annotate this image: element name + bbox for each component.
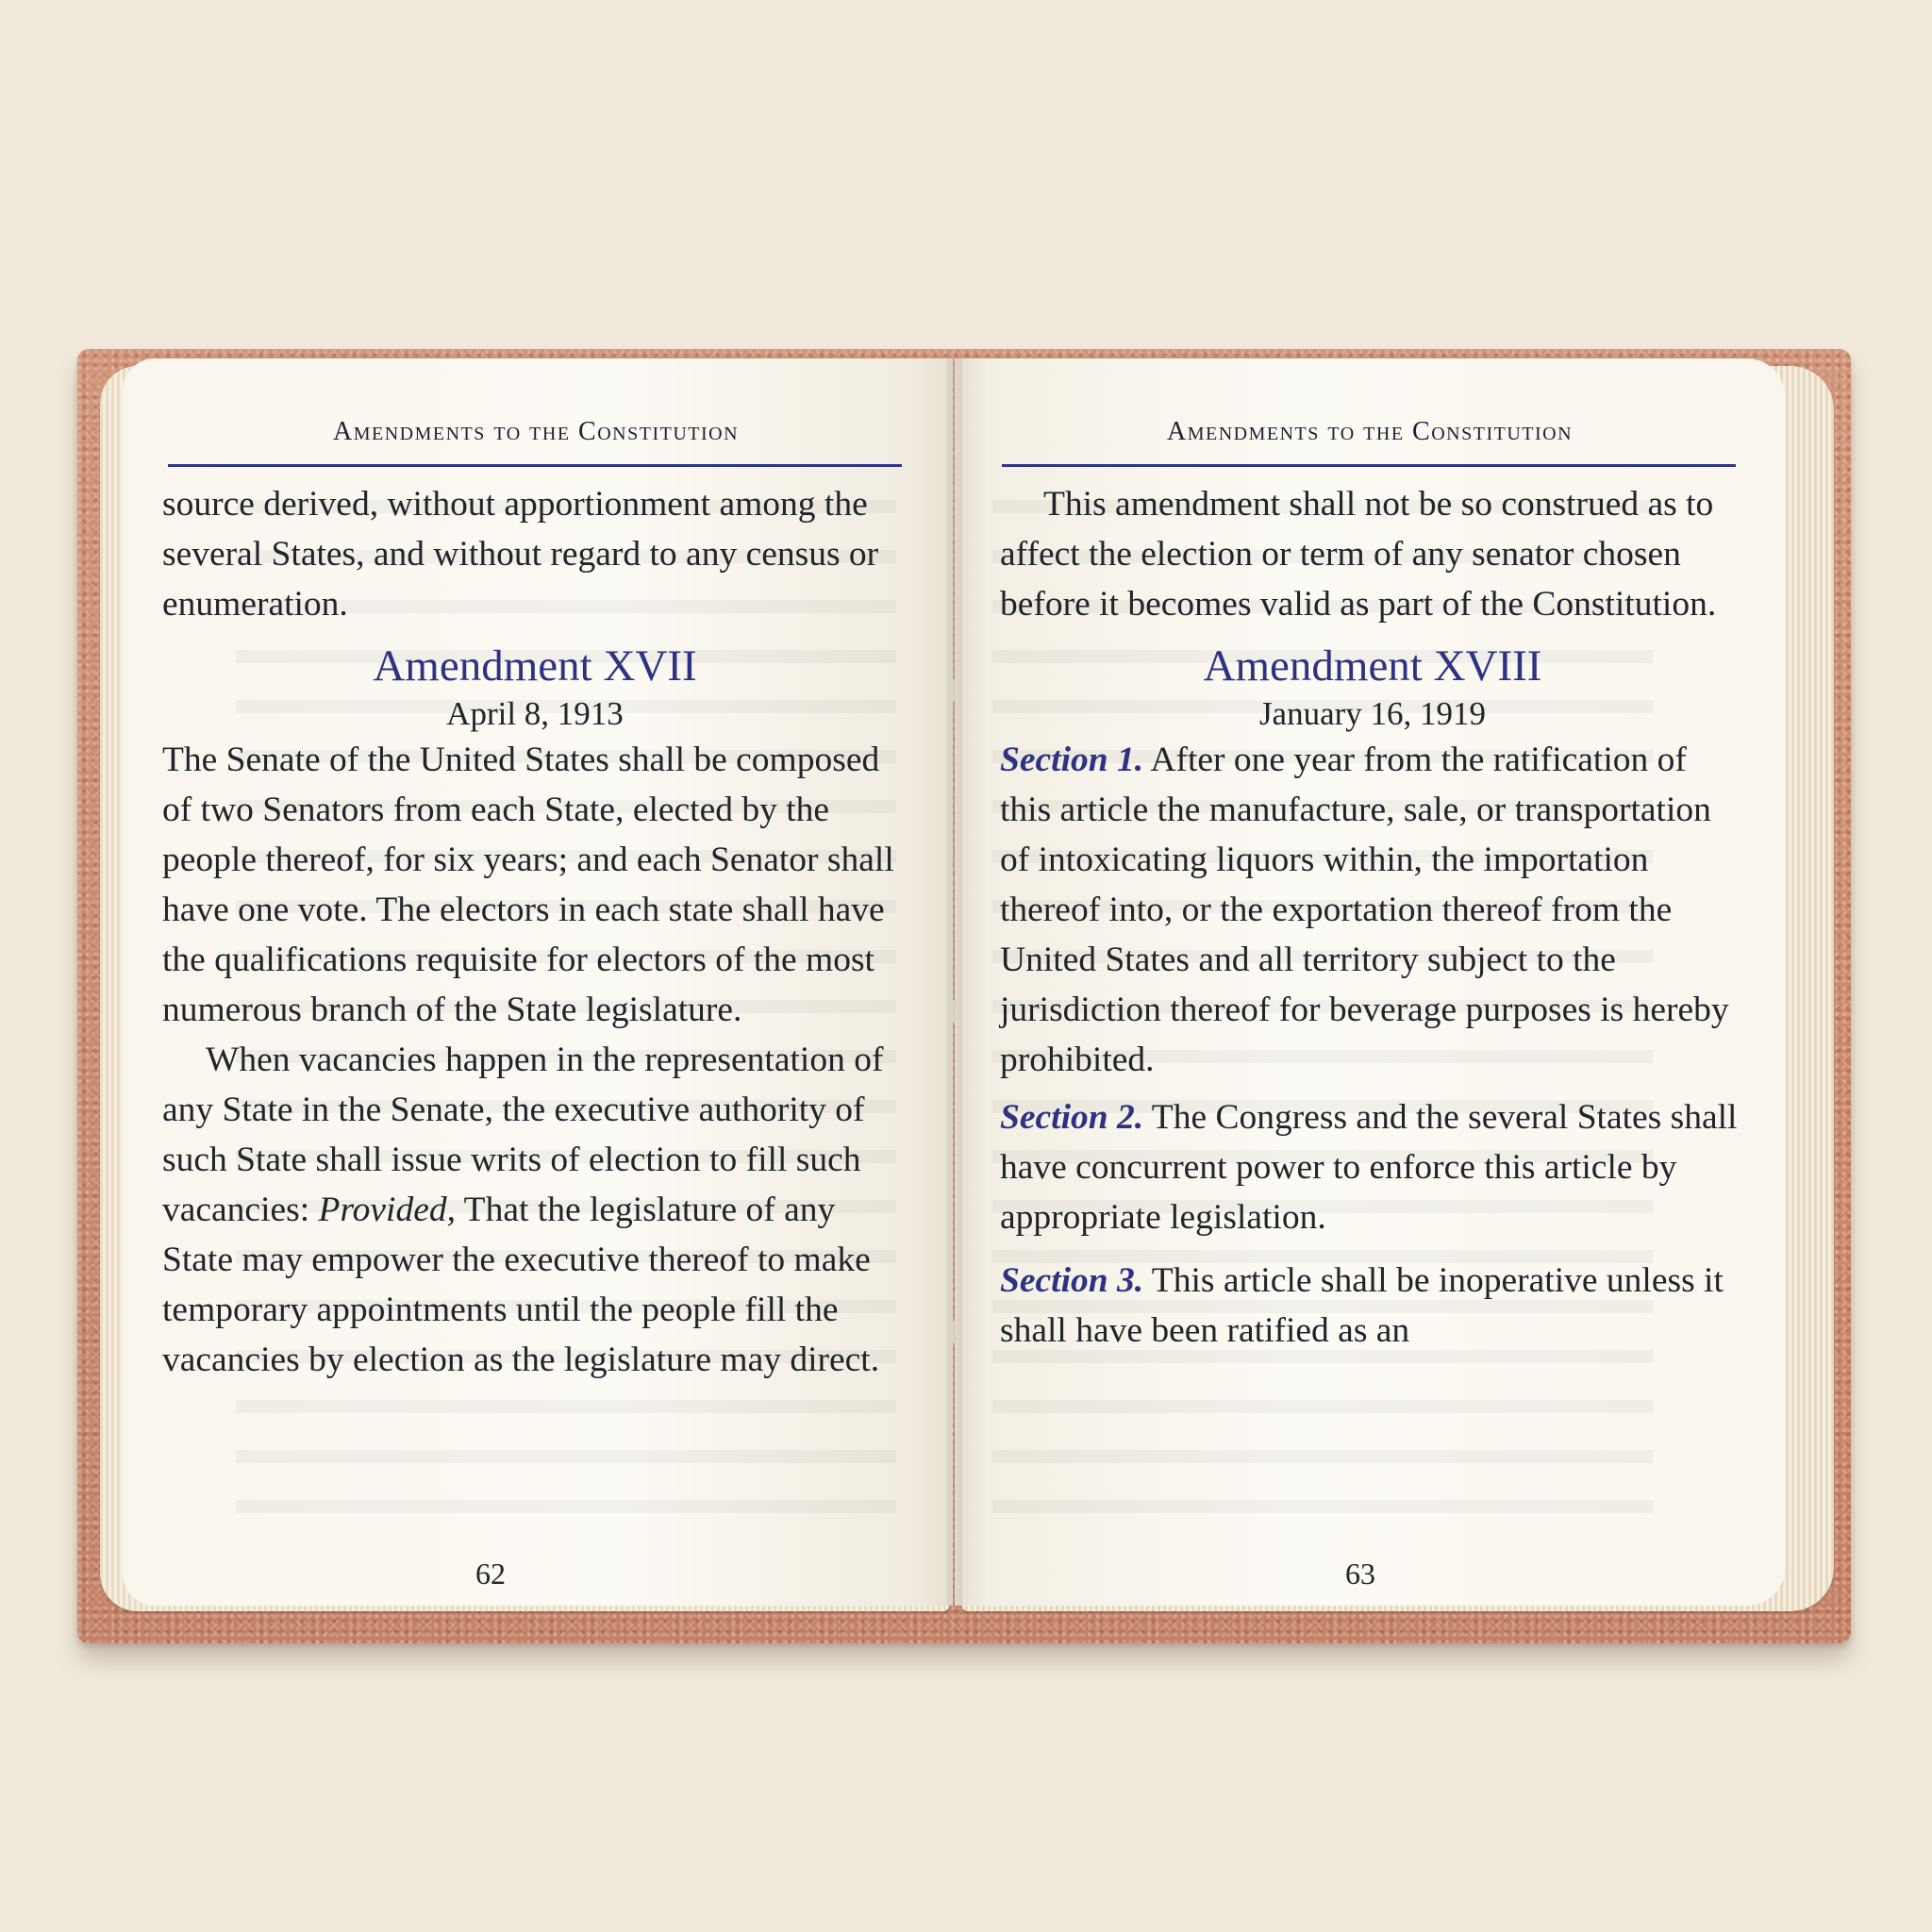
amendment-xviii-title: Amendment XVIII	[1203, 641, 1542, 691]
section-1-label: Section 1.	[1000, 741, 1144, 779]
section-1-text: After one year from the ratification of this article the manufacture, sale, or transportation of intoxicating liquors within, the importation thereof into, or the exportation thereof from the United States and all territory subject to the jurisdiction thereof for beverage purposes is hereby prohibited.	[1000, 741, 1729, 1079]
left-paragraph-continued: source derived, without apportionment among the several States, and without regard to any census or enumeration.	[162, 485, 879, 624]
amendment-xvii-paragraph-2	[162, 1035, 908, 1385]
section-3	[1000, 1256, 1745, 1356]
binding-stitch	[953, 1321, 956, 1343]
amendment-xvii-date: April 8, 1913	[446, 695, 624, 732]
left-page	[123, 358, 953, 1606]
binding-stitch	[953, 1000, 956, 1023]
page-number-right: 63	[1345, 1557, 1375, 1591]
left-page-text	[162, 479, 908, 1385]
left-header-rule	[168, 464, 902, 467]
right-page	[955, 358, 1785, 1606]
right-paragraph-1: This amendment shall not be so construed as to affect the election or term of any senator chosen before it becomes valid as part of the Constitution.	[1000, 485, 1717, 624]
book-gutter	[947, 358, 962, 1606]
section-1	[1000, 735, 1745, 1085]
right-page-text	[1000, 479, 1745, 1356]
binding-stitch	[953, 679, 956, 702]
paragraph-2-rest: That the legislature of any State may empower the executive thereof to make temporary appointments until the people fill the vacancies by election as the legislature may direct.	[162, 1191, 880, 1379]
right-header-rule	[1002, 464, 1736, 467]
section-2-text: The Congress and the several States shall have concurrent power to enforce this article by appropriate legislation.	[1000, 1098, 1738, 1237]
amendment-xvii-paragraph-1: The Senate of the United States shall be composed of two Senators from each State, elected by the people thereof, for six years; and each Senator shall have one vote. The electors in each state shall have the qualifications requisite for electors of the most numerous branch of the State legislature.	[162, 741, 894, 1029]
amendment-xvii-title: Amendment XVII	[373, 641, 697, 691]
section-3-label: Section 3.	[1000, 1261, 1144, 1300]
section-3-text: This article shall be inoperative unless it shall have been ratified as an	[1000, 1261, 1724, 1350]
section-2	[1000, 1092, 1745, 1242]
amendment-xviii-date: January 16, 1919	[1258, 695, 1487, 732]
provided-italic: Provided,	[318, 1191, 456, 1229]
left-running-head: Amendments to the Constitution	[332, 417, 740, 446]
right-running-head: Amendments to the Constitution	[1166, 417, 1574, 446]
paragraph-2-text: When vacancies happen in the representation of any State in the Senate, the executive authority of such State shall issue writs of election to fill such vacancies:	[162, 1041, 884, 1229]
page-number-left: 62	[475, 1557, 506, 1591]
section-2-label: Section 2.	[1000, 1098, 1144, 1137]
